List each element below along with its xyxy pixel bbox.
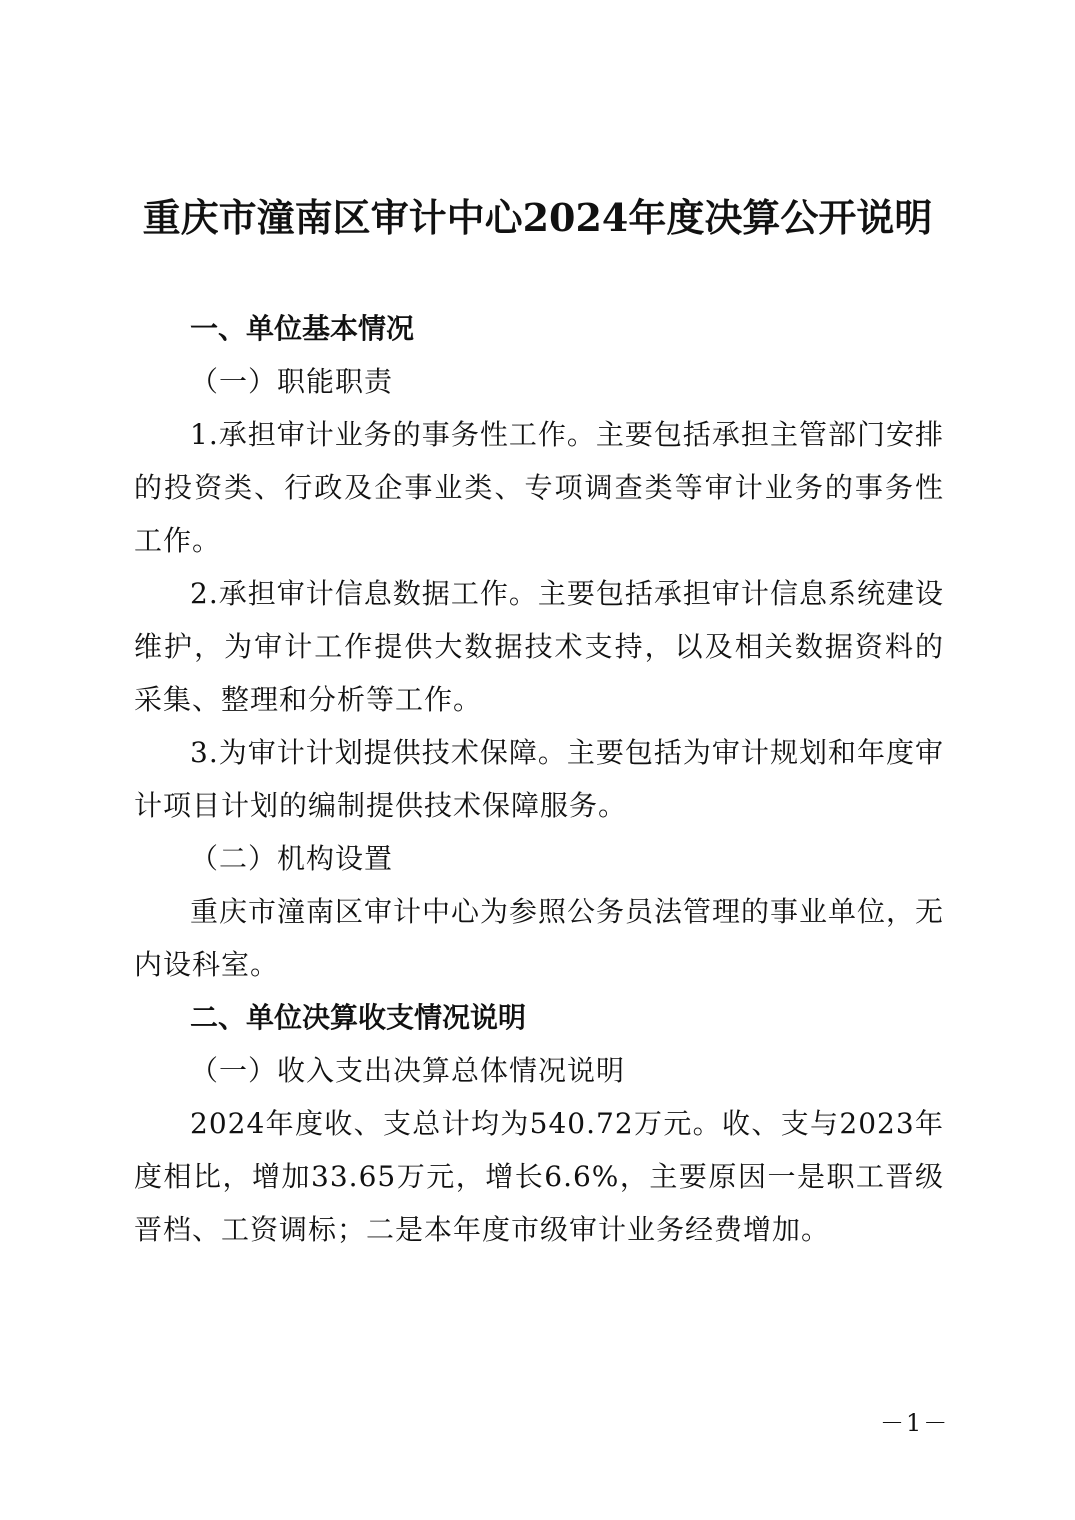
document-body	[134, 302, 944, 1256]
paragraph-duty-1: 1.承担审计业务的事务性工作。主要包括承担主管部门安排的投资类、行政及企事业类、专项调查类等审计业务的事务性工作。	[134, 418, 944, 557]
paragraph-duty-3: 3.为审计计划提供技术保障。主要包括为审计规划和年度审计项目计划的编制提供技术保障服务。	[134, 736, 944, 822]
paragraph-budget-summary: 2024年度收、支总计均为540.72万元。收、支与2023年度相比，增加33.65万元，增长6.6%，主要原因一是职工晋级晋档、工资调标；二是本年度市级审计业务经费增加。	[134, 1107, 944, 1246]
subsection-heading-1-1: （一）职能职责	[190, 365, 394, 398]
section-heading-2: 二、单位决算收支情况说明	[190, 1001, 527, 1034]
subsection-heading-1-2: （二）机构设置	[190, 842, 394, 875]
paragraph-organization: 重庆市潼南区审计中心为参照公务员法管理的事业单位，无内设科室。	[134, 895, 945, 981]
paragraph-duty-2: 2.承担审计信息数据工作。主要包括承担审计信息系统建设维护，为审计工作提供大数据技术支持，以及相关数据资料的采集、整理和分析等工作。	[134, 577, 944, 716]
subsection-heading-2-1: （一）收入支出决算总体情况说明	[190, 1054, 626, 1087]
page-number: －1－	[880, 1409, 950, 1437]
section-heading-1: 一、单位基本情况	[190, 312, 415, 345]
document-title: 重庆市潼南区审计中心2024年度决算公开说明	[142, 195, 933, 240]
